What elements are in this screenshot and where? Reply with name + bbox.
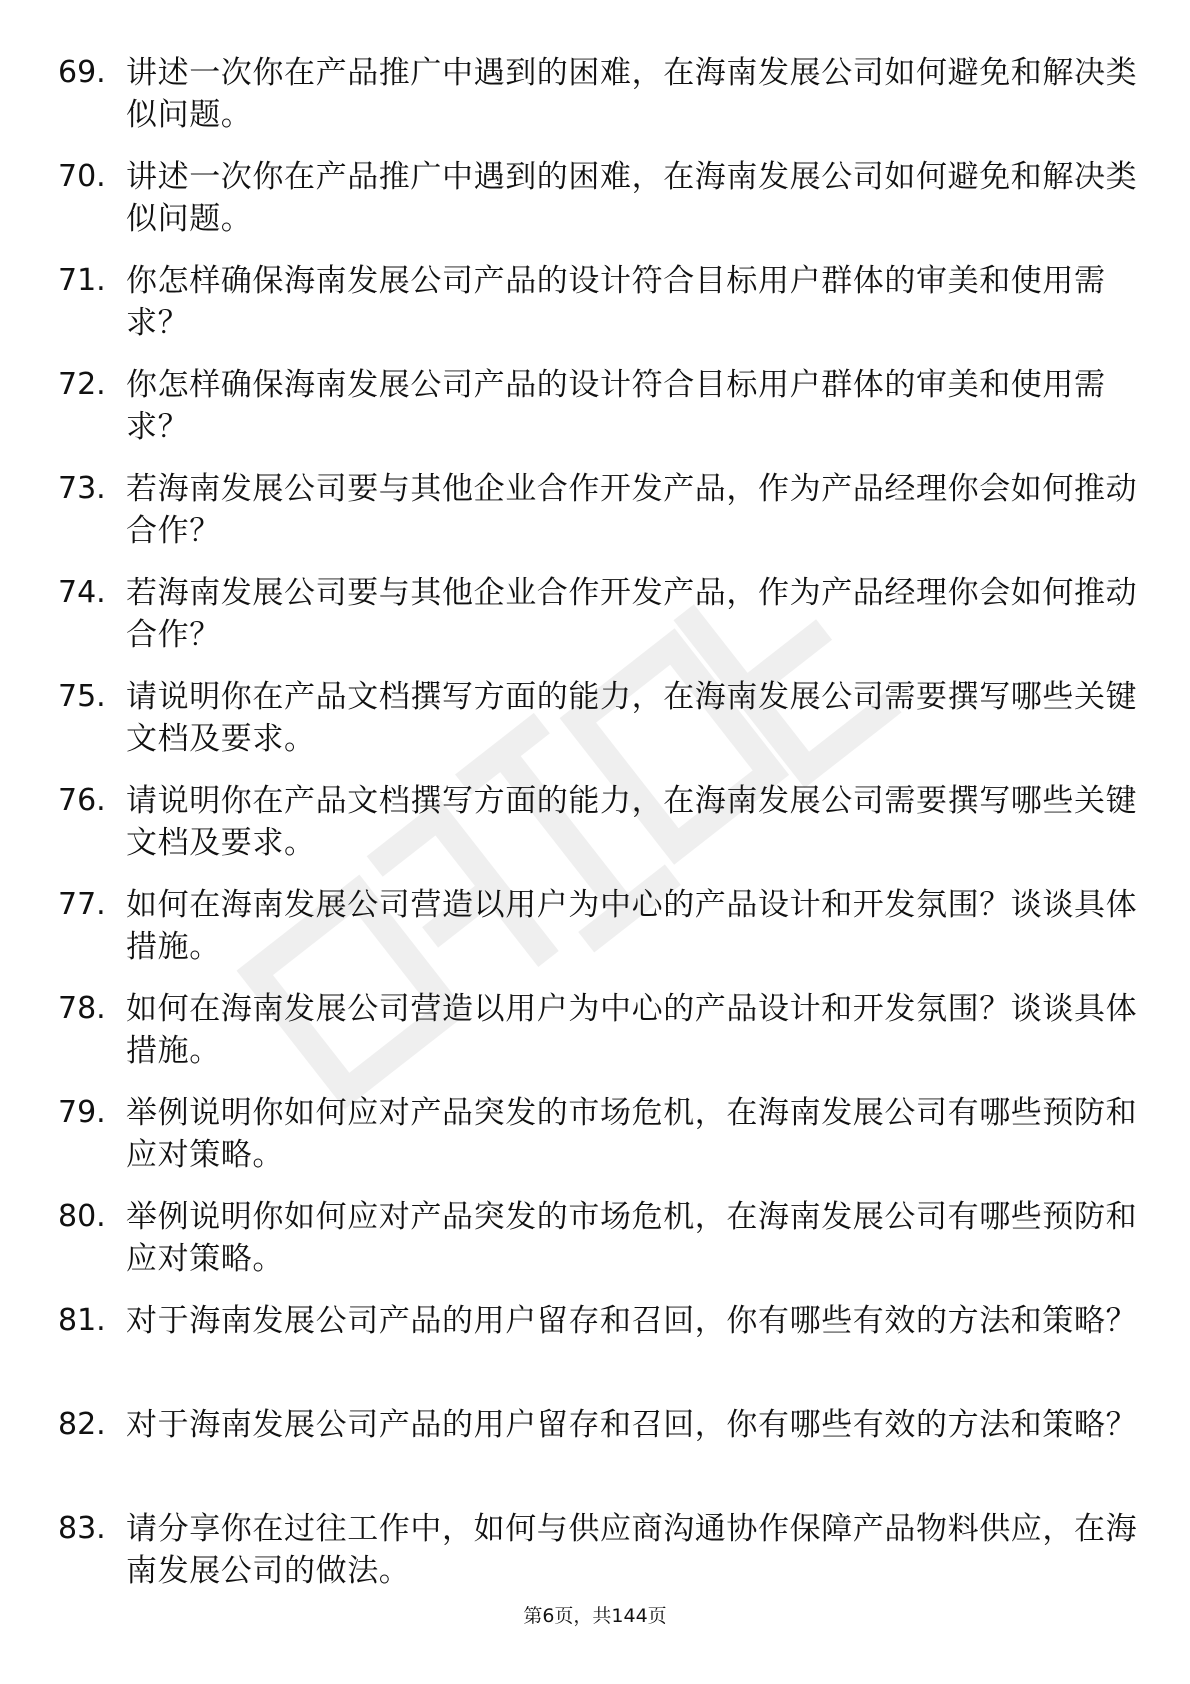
list-item (58, 364, 1138, 468)
list-item (58, 468, 1138, 572)
question-number: 76. (58, 783, 106, 818)
question-list (58, 52, 1138, 1612)
question-number: 80. (58, 1199, 106, 1234)
list-item (58, 988, 1138, 1092)
question-text: 请说明你在产品文档撰写方面的能力，在海南发展公司需要撰写哪些关键文档及要求。 (126, 679, 1138, 757)
list-item (58, 260, 1138, 364)
list-item (58, 52, 1138, 156)
list-item (58, 780, 1138, 884)
question-text: 请说明你在产品文档撰写方面的能力，在海南发展公司需要撰写哪些关键文档及要求。 (126, 783, 1138, 861)
list-item (58, 1092, 1138, 1196)
question-number: 73. (58, 471, 106, 506)
question-number: 77. (58, 887, 106, 922)
question-number: 75. (58, 679, 106, 714)
question-text: 讲述一次你在产品推广中遇到的困难，在海南发展公司如何避免和解决类似问题。 (126, 159, 1138, 237)
question-text: 讲述一次你在产品推广中遇到的困难，在海南发展公司如何避免和解决类似问题。 (126, 55, 1138, 133)
question-text: 举例说明你如何应对产品突发的市场危机，在海南发展公司有哪些预防和应对策略。 (126, 1095, 1138, 1173)
page-number-label: 第6页，共144页 (523, 1605, 667, 1627)
question-number: 82. (58, 1407, 106, 1442)
list-item (58, 1300, 1138, 1404)
question-number: 79. (58, 1095, 106, 1130)
question-number: 71. (58, 263, 106, 298)
question-number: 81. (58, 1303, 106, 1338)
list-item (58, 572, 1138, 676)
question-text: 你怎样确保海南发展公司产品的设计符合目标用户群体的审美和使用需求？ (126, 263, 1106, 341)
list-item (58, 1508, 1138, 1612)
list-item (58, 1196, 1138, 1300)
question-number: 83. (58, 1511, 106, 1546)
question-text: 若海南发展公司要与其他企业合作开发产品，作为产品经理你会如何推动合作？ (126, 575, 1138, 653)
page-footer (0, 1603, 1190, 1629)
question-number: 72. (58, 367, 106, 402)
question-text: 如何在海南发展公司营造以用户为中心的产品设计和开发氛围？谈谈具体措施。 (126, 991, 1138, 1069)
question-number: 74. (58, 575, 106, 610)
question-number: 70. (58, 159, 106, 194)
question-text: 如何在海南发展公司营造以用户为中心的产品设计和开发氛围？谈谈具体措施。 (126, 887, 1138, 965)
list-item (58, 1404, 1138, 1508)
list-item (58, 884, 1138, 988)
question-text: 若海南发展公司要与其他企业合作开发产品，作为产品经理你会如何推动合作？ (126, 471, 1138, 549)
question-text: 对于海南发展公司产品的用户留存和召回，你有哪些有效的方法和策略？ (126, 1407, 1138, 1443)
list-item (58, 676, 1138, 780)
question-text: 对于海南发展公司产品的用户留存和召回，你有哪些有效的方法和策略？ (126, 1303, 1138, 1339)
question-text: 你怎样确保海南发展公司产品的设计符合目标用户群体的审美和使用需求？ (126, 367, 1106, 445)
question-text: 举例说明你如何应对产品突发的市场危机，在海南发展公司有哪些预防和应对策略。 (126, 1199, 1138, 1277)
question-number: 69. (58, 55, 106, 90)
question-number: 78. (58, 991, 106, 1026)
question-text: 请分享你在过往工作中，如何与供应商沟通协作保障产品物料供应，在海南发展公司的做法。 (126, 1511, 1138, 1589)
list-item (58, 156, 1138, 260)
